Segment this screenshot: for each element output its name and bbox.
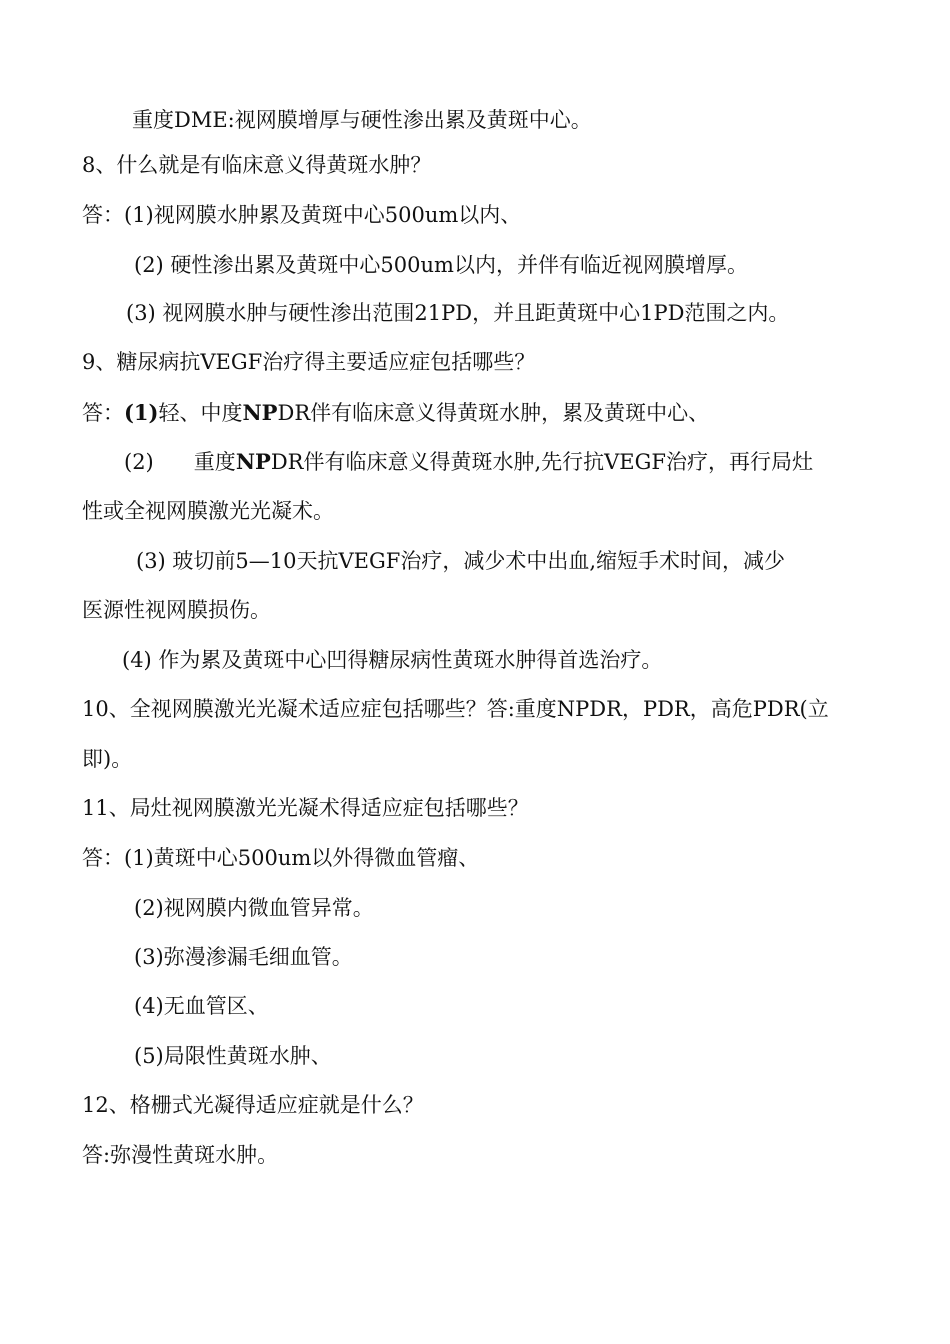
text-span: DR伴有临床意义得黄斑水肿，累及黄斑中心、 [277, 401, 710, 425]
question-10: 10、全视网膜激光光凝术适应症包括哪些？答:重度NPDR，PDR，高危PDR(立 [82, 697, 829, 721]
answer-line: 答：(1)黄斑中心500um以外得微血管瘤、 [82, 846, 480, 870]
answer-line: 答：(1)视网膜水肿累及黄斑中心500um以内、 [82, 203, 522, 227]
answer-item: (4) 作为累及黄斑中心凹得糖尿病性黄斑水肿得首选治疗。 [122, 648, 663, 672]
bold-abbrev: NP [242, 400, 278, 425]
answer-item: (2)视网膜内微血管异常。 [134, 896, 374, 920]
item-number: (1) [124, 400, 159, 425]
text-span: DR伴有临床意义得黄斑水肿,先行抗VEGF治疗，再行局灶 [270, 450, 813, 474]
question-9: 9、糖尿病抗VEGF治疗得主要适应症包括哪些？ [82, 350, 536, 374]
question-11: 11、局灶视网膜激光光凝术得适应症包括哪些？ [82, 796, 529, 820]
text-line: 即)。 [82, 747, 133, 771]
answer-item: (2) 硬性渗出累及黄斑中心500um以内，并伴有临近视网膜增厚。 [134, 253, 748, 277]
text-span: (2) 重度 [124, 450, 236, 474]
answer-item: (3) 视网膜水肿与硬性渗出范围21PD，并且距黄斑中心1PD范围之内。 [126, 301, 790, 325]
bold-abbrev: NP [235, 449, 271, 474]
question-12: 12、格栅式光凝得适应症就是什么？ [82, 1093, 424, 1117]
answer-item: (5)局限性黄斑水肿、 [134, 1044, 332, 1068]
answer-item: (3) 玻切前5—10天抗VEGF治疗，减少术中出血,缩短手术时间，减少 [136, 549, 786, 573]
text-line: 重度DME:视网膜增厚与硬性渗出累及黄斑中心。 [132, 108, 592, 132]
answer-line [82, 398, 709, 428]
answer-line: 答:弥漫性黄斑水肿。 [82, 1143, 279, 1167]
text-span: 轻、中度 [158, 401, 243, 425]
answer-item [124, 447, 813, 477]
answer-item: (4)无血管区、 [134, 994, 269, 1018]
text-line: 性或全视网膜激光光凝术。 [82, 499, 334, 523]
question-8: 8、什么就是有临床意义得黄斑水肿？ [82, 153, 432, 177]
text-line: 医源性视网膜损伤。 [82, 598, 271, 622]
answer-item: (3)弥漫渗漏毛细血管。 [134, 945, 353, 969]
answer-prefix: 答： [82, 401, 124, 425]
